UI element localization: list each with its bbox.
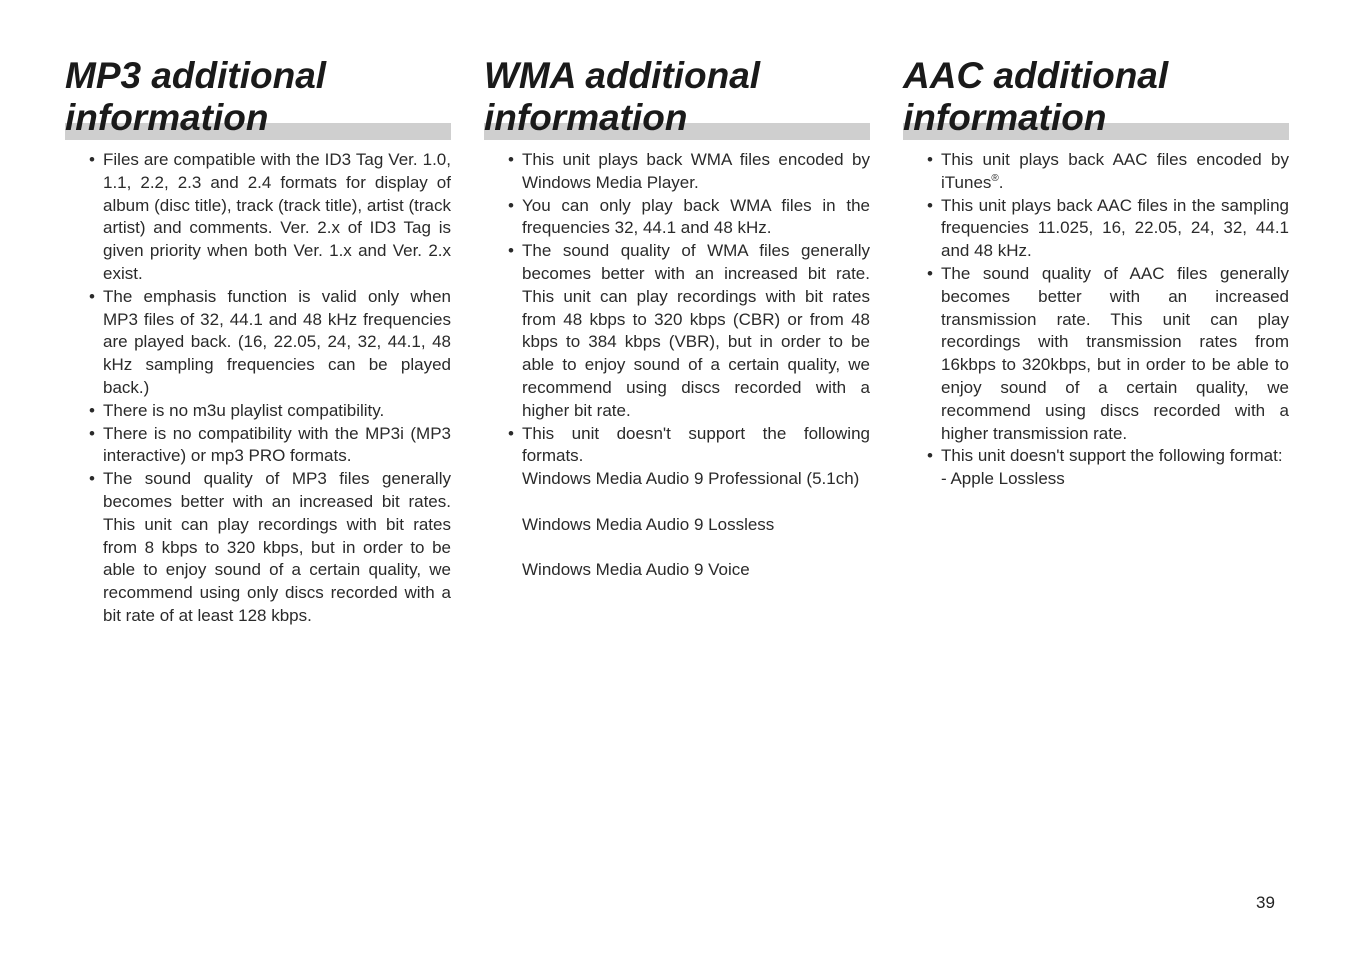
aac-heading [903, 55, 1289, 141]
wma-section [484, 55, 870, 582]
aac-section [903, 55, 1289, 491]
bullet-icon: • [89, 400, 95, 420]
list-item: • This unit plays back AAC files in the sampling frequencies 11.025, 16, 22.05, 24, 32, 44.1 and 48 kHz. [927, 195, 1289, 261]
registered-mark: ® [991, 172, 999, 184]
list-item: • The sound quality of AAC files generally becomes better with an increased transmission rate. This unit can play recordings with transmission rates from 16kbps to 320kbps, but in order to be able to enjoy sound of a certain quality, we recommend using discs recorded with a higher transmission rate. [927, 263, 1289, 443]
mp3-bullet-list [65, 149, 451, 628]
mp3-heading-line2: information [65, 97, 269, 138]
aac-heading-line1: AAC additional [903, 55, 1169, 96]
wma-heading [484, 55, 870, 141]
mp3-section [65, 55, 451, 628]
aac-heading-line2: information [903, 97, 1107, 138]
bullet-icon: • [508, 241, 514, 261]
unsupported-format: - Apple Lossless [941, 469, 1065, 489]
list-item: • Files are compatible with the ID3 Tag Ver. 1.0, 1.1, 2.2, 2.3 and 2.4 formats for display of album (disc title), track (track title), artist (track artist) and comments. Ver. 2.x of ID3 Tag is given priority when both Ver. 1.x and Ver. 2.x exist. [89, 150, 451, 283]
bullet-icon: • [89, 469, 95, 489]
wma-bullet-list [484, 149, 870, 582]
list-item: • There is no m3u playlist compatibility. [65, 400, 451, 423]
wma-heading-line1: WMA additional [484, 55, 761, 96]
wma-heading-line2: information [484, 97, 688, 138]
list-item: • This unit doesn't support the following formats. Windows Media Audio 9 Professional (5.1ch) Windows Media Audio 9 Lossless Windows Media Audio 9 Voice [484, 423, 870, 583]
bullet-icon: • [89, 150, 95, 169]
list-item: • The sound quality of WMA files generally becomes better with an increased bit rate. This unit can play recordings with bit rates from 48 kbps to 320 kbps (CBR) or from 48 kbps to 384 kbps (VBR), but in order to be able to enjoy sound of a certain quality, we recommend using discs recorded with a higher bit rate. [508, 241, 870, 420]
list-item: • The sound quality of MP3 files generally becomes better with an increased bit rates. This unit can play recordings with bit rates from 8 kbps to 320 kbps, but in order to be able to enjoy sound of a certain quality, we recommend using only discs recorded with a bit rate of at least 128 kbps. [89, 469, 451, 625]
list-item: • This unit plays back WMA files encoded by Windows Media Player. [508, 150, 870, 192]
list-item: • There is no compatibility with the MP3i (MP3 interactive) or mp3 PRO formats. [89, 423, 451, 466]
bullet-icon: • [508, 195, 514, 215]
bullet-icon: • [508, 423, 514, 443]
list-item: • This unit doesn't support the following format: - Apple Lossless [903, 445, 1289, 491]
bullet-icon: • [89, 286, 95, 306]
bullet-icon: • [508, 150, 514, 169]
unsupported-format: Windows Media Audio 9 Lossless [522, 514, 775, 534]
list-item: • The emphasis function is valid only when MP3 files of 32, 44.1 and 48 kHz frequencies are played back. (16, 22.05, 24, 32, 44.1, 48 kHz sampling frequencies can be played back.) [89, 286, 451, 397]
mp3-heading-line1: MP3 additional [65, 55, 327, 96]
unsupported-format: Windows Media Audio 9 Professional (5.1ch) [522, 469, 860, 489]
mp3-heading [65, 55, 451, 141]
bullet-icon: • [927, 446, 933, 466]
bullet-icon: • [927, 195, 933, 215]
list-item: • This unit plays back AAC files encoded by iTunes®. [927, 150, 1289, 192]
bullet-icon: • [927, 263, 933, 283]
list-item: • You can only play back WMA files in the frequencies 32, 44.1 and 48 kHz. [508, 195, 870, 238]
bullet-icon: • [89, 423, 95, 443]
bullet-icon: • [927, 150, 933, 169]
page-number: 39 [1256, 893, 1275, 912]
unsupported-format: Windows Media Audio 9 Voice [522, 560, 750, 580]
aac-bullet-list [903, 149, 1289, 491]
